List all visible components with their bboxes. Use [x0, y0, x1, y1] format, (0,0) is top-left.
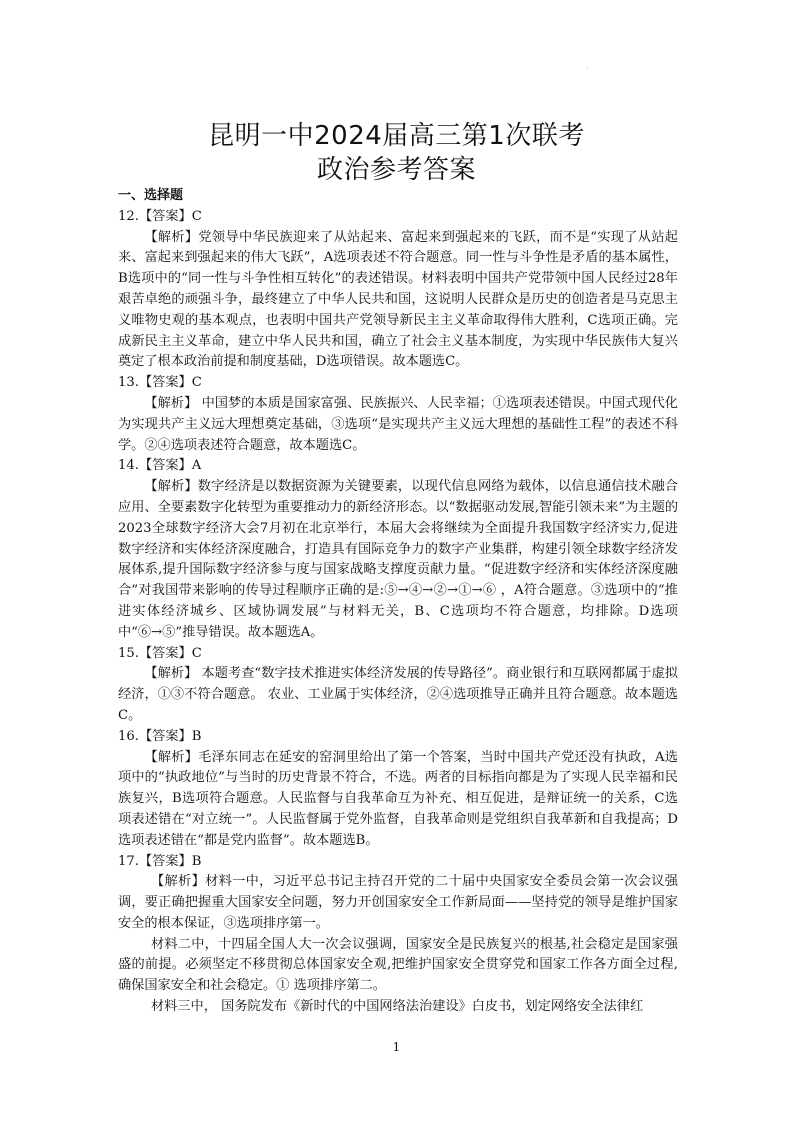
section-heading: 一、选择题	[118, 188, 184, 203]
question-16	[118, 727, 678, 852]
analysis-paragraph: 【解析】 中国梦的本质是国家富强、民族振兴、人民幸福；①选项表述错误。中国式现代化为实现共产主义远大理想奠定基础，③选项“是实现共产主义远大理想的基础性工程”的表述不科学。②④选项表述符合题意，故本题选C。	[118, 395, 678, 453]
answer-line: 16.【答案】B	[118, 728, 202, 744]
answer-line: 13.【答案】C	[118, 375, 202, 391]
answer-line: 14.【答案】A	[118, 458, 202, 474]
question-15	[118, 644, 678, 727]
question-14	[118, 456, 678, 643]
answer-line: 12.【答案】C	[118, 208, 202, 224]
document-title: 昆明一中2024届高三第1次联考	[208, 121, 585, 151]
analysis-paragraph: 【解析】毛泽东同志在延安的窑洞里给出了第一个答案，当时中国共产党还没有执政，A选项中的“执政地位”与当时的历史背景不符合，不选。两者的目标指向都是为了实现人民幸福和民族复兴，B选项符合题意。人民监督与自我革命互为补充、相互促进，是辩证统一的关系，C选项表述错在“对立统一”。人民监督属于党外监督，自我革命则是党组织自我革新和自我提高；D选项表述错在“都是党内监督”。故本题选B。	[118, 749, 678, 848]
question-12	[118, 207, 678, 373]
analysis-paragraph: 材料三中， 国务院发布《新时代的中国网络法治建设》白皮书，划定网络安全法律红	[151, 999, 644, 1015]
answer-line: 15.【答案】C	[118, 645, 202, 661]
page-number: 1	[392, 1040, 401, 1054]
analysis-paragraph: 【解析】数字经济是以数据资源为关键要素，以现代信息网络为载体，以信息通信技术融合应用、全要素数字化转型为重要推动力的新经济形态。以“数据驱动发展,智能引领未来”为主题的2023全球数字经济大会7月初在北京举行，本届大会将继续为全面提升我国数字经济实力,促进数字经济和实体经济深度融合，打造具有国际竞争力的数字产业集群，构建引领全球数字经济发展体系,提升国际数字经济参与度与国家战略支撑度贡献力量。“促进数字经济和实体经济深度融合”对我国带来影响的传导过程顺序正确的是:⑤→④→②→①→⑥ ，A符合题意。③选项中的“推进实体经济城乡、区域协调发展”与材料无关，B、C选项均不符合题意，均排除。D选项中“⑥→⑤”推导错误。故本题选A。	[118, 479, 678, 640]
question-17	[118, 852, 678, 1018]
answer-line: 17.【答案】B	[118, 853, 202, 869]
analysis-paragraph: 【解析】 本题考查“数字技术推进实体经济发展的传导路径”。商业银行和互联网都属于虚拟经济，①③不符合题意。 农业、工业属于实体经济，②④选项推导正确并且符合题意。故本题选C。	[118, 666, 678, 723]
document-subtitle: 政治参考答案	[316, 155, 476, 185]
analysis-paragraph: 材料二中，十四届全国人大一次会议强调，国家安全是民族复兴的根基,社会稳定是国家强盛的前提。必须坚定不移贯彻总体国家安全观,把维护国家安全贯穿党和国家工作各方面全过程,确保国家安全和社会稳定。① 选项排序第二。	[118, 936, 678, 994]
corner-mark: .	[586, 64, 588, 71]
answer-content	[118, 186, 678, 1018]
analysis-paragraph: 【解析】党领导中华民族迎来了从站起来、富起来到强起来的飞跃，而不是“实现了从站起来、富起来到强起来的伟大飞跃”，A选项表述不符合题意。同一性与斗争性是矛盾的基本属性，B选项中的“同一性与斗争性相互转化”的表述错误。材料表明中国共产党带领中国人民经过28年艰苦卓绝的顽强斗争，最终建立了中华人民共和国，这说明人民群众是历史的创造者是马克思主义唯物史观的基本观点，也表明中国共产党领导新民主主义革命取得伟大胜利，C选项正确。完成新民主主义革命，建立中华人民共和国，确立了社会主义基本制度，为实现中华民族伟大复兴奠定了根本政治前提和制度基础，D选项错误。故本题选C。	[118, 229, 678, 370]
question-13	[118, 373, 678, 456]
analysis-paragraph: 【解析】材料一中，习近平总书记主持召开党的二十届中央国家安全委员会第一次会议强调，要正确把握重大国家安全问题，努力开创国家安全工作新局面——坚持党的领导是维护国家安全的根本保证，③选项排序第一。	[118, 874, 678, 931]
